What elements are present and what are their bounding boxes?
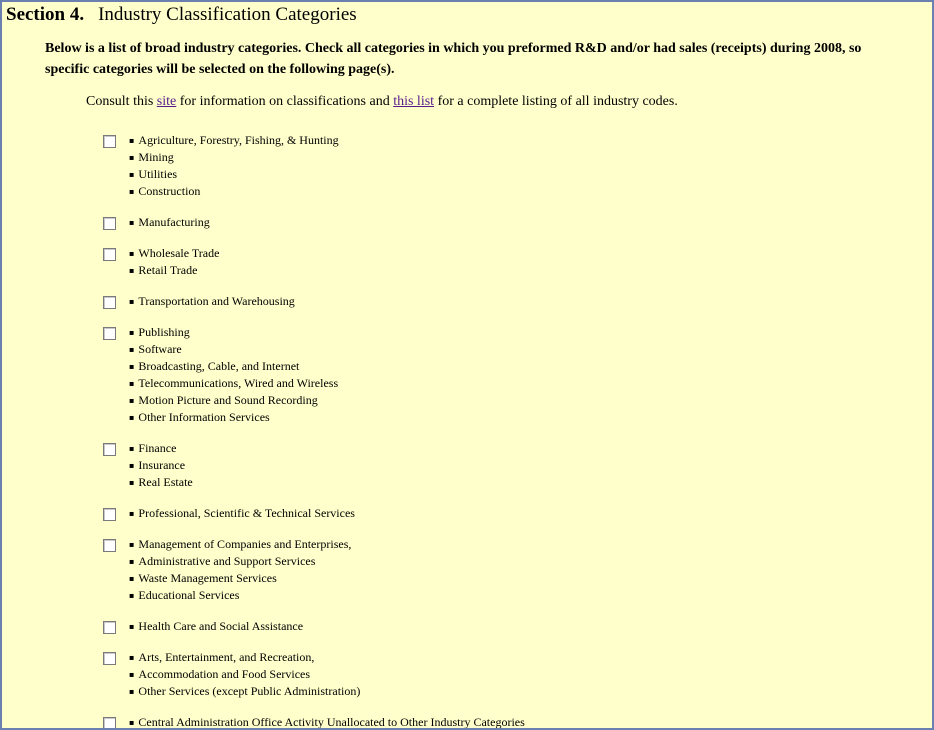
category-items bbox=[129, 649, 360, 700]
category-items bbox=[129, 440, 193, 491]
consult-prefix: Consult this bbox=[86, 94, 154, 109]
category-group bbox=[103, 132, 803, 200]
category-item: ▪ Broadcasting, Cable, and Internet bbox=[129, 358, 338, 375]
section-header bbox=[6, 4, 357, 26]
category-items bbox=[129, 324, 338, 426]
category-item: ▪ Accommodation and Food Services bbox=[129, 666, 360, 683]
category-group bbox=[103, 214, 803, 231]
category-item: ▪ Real Estate bbox=[129, 474, 193, 491]
category-items bbox=[129, 618, 303, 635]
category-group bbox=[103, 714, 803, 730]
category-item: ▪ Health Care and Social Assistance bbox=[129, 618, 303, 635]
consult-suffix: for a complete listing of all industry codes. bbox=[437, 94, 678, 109]
category-items bbox=[129, 505, 355, 522]
category-item: ▪ Central Administration Office Activity Unallocated to Other Industry Categories bbox=[129, 714, 525, 730]
category-checkbox[interactable] bbox=[103, 621, 116, 634]
category-item: ▪ Wholesale Trade bbox=[129, 245, 219, 262]
category-item: ▪ Software bbox=[129, 341, 338, 358]
category-group bbox=[103, 324, 803, 426]
this-list-link[interactable]: this list bbox=[393, 94, 435, 109]
category-items bbox=[129, 714, 525, 730]
category-group bbox=[103, 618, 803, 635]
category-items bbox=[129, 132, 339, 200]
category-item: ▪ Utilities bbox=[129, 166, 339, 183]
category-items bbox=[129, 536, 351, 604]
category-checkbox[interactable] bbox=[103, 652, 116, 665]
category-checkbox[interactable] bbox=[103, 327, 116, 340]
category-group bbox=[103, 293, 803, 310]
category-item: ▪ Motion Picture and Sound Recording bbox=[129, 392, 338, 409]
category-item: ▪ Waste Management Services bbox=[129, 570, 351, 587]
intro-line-1: Below is a list of broad industry categories. Check all categories in which you preformed R&D and/or had sales (receipts) during 2008, so bbox=[45, 41, 862, 56]
category-item: ▪ Manufacturing bbox=[129, 214, 210, 231]
category-items bbox=[129, 293, 295, 310]
category-item: ▪ Educational Services bbox=[129, 587, 351, 604]
consult-middle: for information on classifications and bbox=[179, 94, 390, 109]
category-group bbox=[103, 649, 803, 700]
category-checkbox[interactable] bbox=[103, 717, 116, 730]
category-item: ▪ Retail Trade bbox=[129, 262, 219, 279]
category-item: ▪ Management of Companies and Enterprises, bbox=[129, 536, 351, 553]
section-title: Industry Classification Categories bbox=[98, 4, 357, 25]
category-item: ▪ Mining bbox=[129, 149, 339, 166]
category-group bbox=[103, 536, 803, 604]
category-item: ▪ Other Information Services bbox=[129, 409, 338, 426]
category-checkbox[interactable] bbox=[103, 135, 116, 148]
category-checkbox[interactable] bbox=[103, 296, 116, 309]
category-item: ▪ Administrative and Support Services bbox=[129, 553, 351, 570]
consult-line bbox=[86, 92, 678, 112]
category-item: ▪ Transportation and Warehousing bbox=[129, 293, 295, 310]
category-item: ▪ Insurance bbox=[129, 457, 193, 474]
category-item: ▪ Professional, Scientific & Technical Services bbox=[129, 505, 355, 522]
category-item: ▪ Telecommunications, Wired and Wireless bbox=[129, 375, 338, 392]
category-item: ▪ Agriculture, Forestry, Fishing, & Hunting bbox=[129, 132, 339, 149]
category-group bbox=[103, 440, 803, 491]
intro-instructions bbox=[45, 38, 934, 80]
category-items bbox=[129, 245, 219, 279]
intro-line-2: specific categories will be selected on the following page(s). bbox=[45, 62, 395, 77]
category-checkbox[interactable] bbox=[103, 248, 116, 261]
category-checkbox[interactable] bbox=[103, 539, 116, 552]
category-items bbox=[129, 214, 210, 231]
category-checkbox[interactable] bbox=[103, 508, 116, 521]
section-number: Section 4. bbox=[6, 4, 85, 25]
category-item: ▪ Publishing bbox=[129, 324, 338, 341]
category-group bbox=[103, 245, 803, 279]
category-item: ▪ Arts, Entertainment, and Recreation, bbox=[129, 649, 360, 666]
category-item: ▪ Finance bbox=[129, 440, 193, 457]
category-item: ▪ Other Services (except Public Administration) bbox=[129, 683, 360, 700]
category-groups bbox=[103, 132, 803, 730]
category-checkbox[interactable] bbox=[103, 217, 116, 230]
site-link[interactable]: site bbox=[156, 94, 177, 109]
category-group bbox=[103, 505, 803, 522]
category-checkbox[interactable] bbox=[103, 443, 116, 456]
category-item: ▪ Construction bbox=[129, 183, 339, 200]
